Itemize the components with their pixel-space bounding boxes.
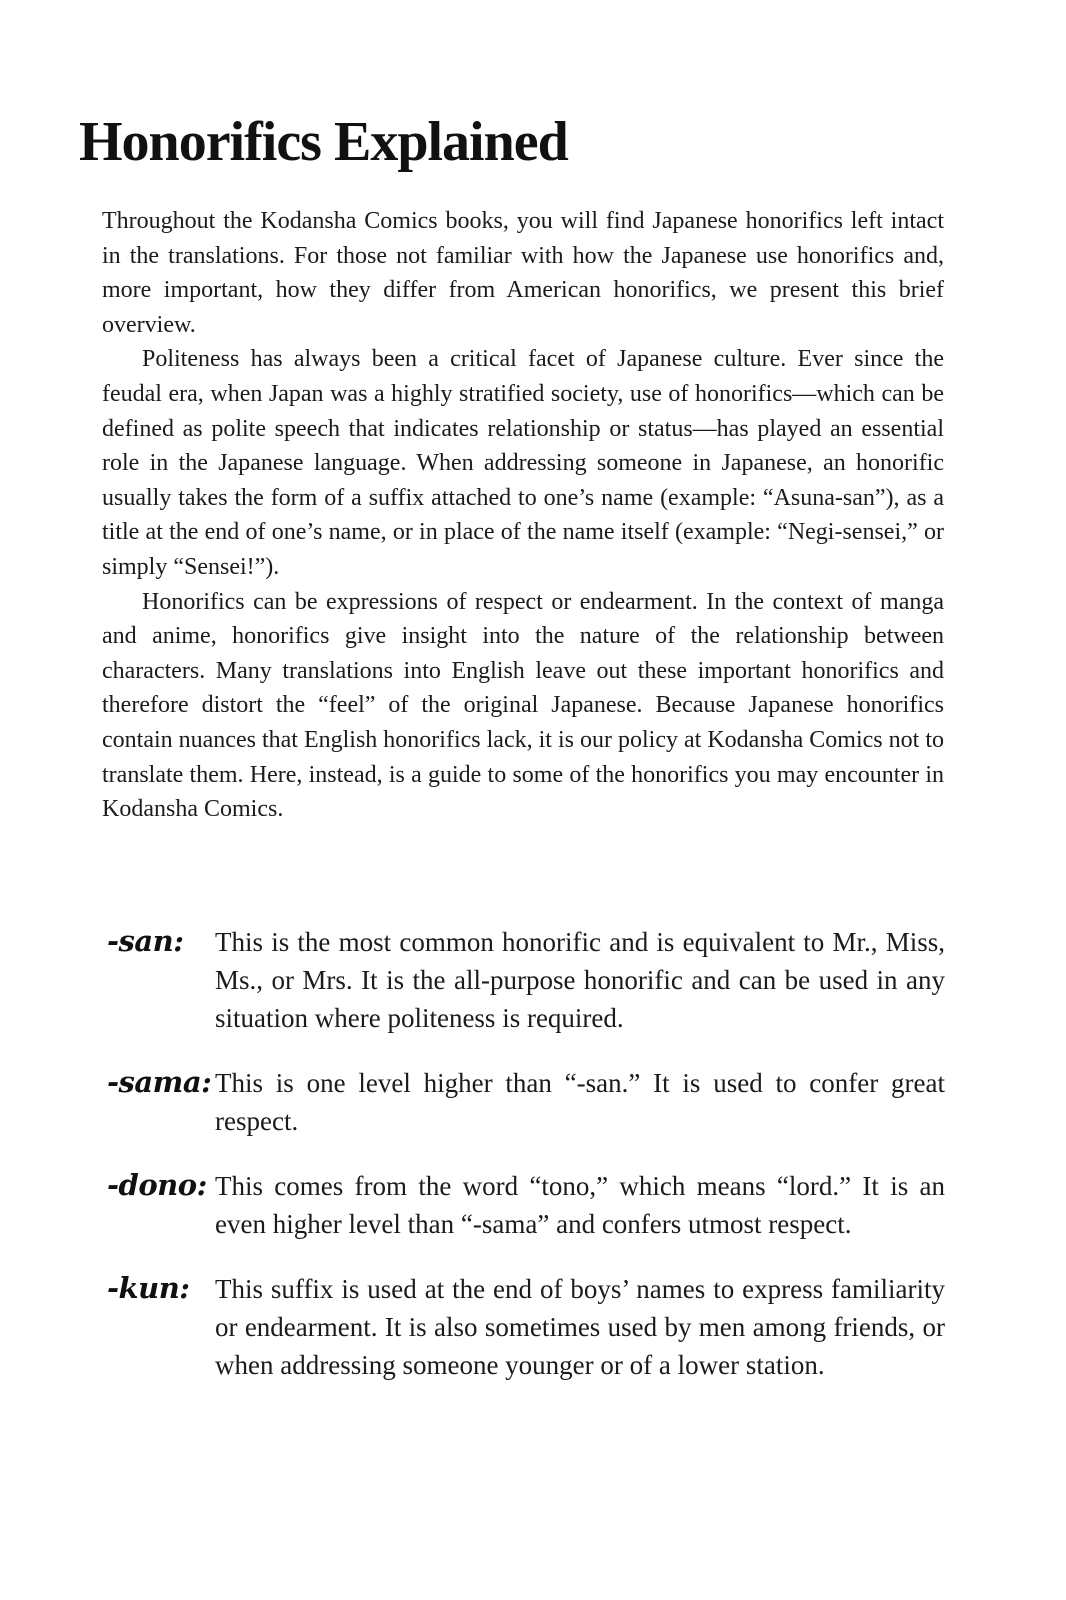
honorific-term-sama: -sama:: [107, 1065, 212, 1099]
honorific-entry-kun: [107, 1269, 945, 1384]
intro-paragraph-2: Politeness has always been a critical facet of Japanese culture. Ever since the feudal era, when Japan was a highly stratified society, use of honorifics—which can be defined as polite speech that indicates relationship or status—has played an essential role in the Japanese language. When addressing someone in Japanese, an honorific usually takes the form of a suffix attached to one’s name (example: “Asuna-san”), as a title at the end of one’s name, or in place of the name itself (example: “Negi-sensei,” or simply “Sensei!”).: [102, 346, 944, 580]
honorific-term-kun: -kun:: [107, 1271, 190, 1305]
intro-text-block: [102, 204, 944, 827]
honorific-description-sama: This is one level higher than “-san.” It is used to confer great respect.: [215, 1068, 945, 1136]
honorific-description-san: This is the most common honorific and is equivalent to Mr., Miss, Ms., or Mrs. It is the all-purpose honorific and can be used in any situation where politeness is required.: [215, 927, 945, 1033]
honorifics-list: [107, 922, 945, 1384]
intro-paragraph-3: Honorifics can be expressions of respect or endearment. In the context of manga and anime, honorifics give insight into the nature of the relationship between characters. Many translations into English leave out these important honorifics and therefore distort the “feel” of the original Japanese. Because Japanese honorifics contain nuances that English honorifics lack, it is our policy at Kodansha Comics not to translate them. Here, instead, is a guide to some of the honorifics you may encounter in Kodansha Comics.: [102, 588, 944, 823]
honorific-term-dono: -dono:: [107, 1168, 207, 1202]
honorific-description-kun: This suffix is used at the end of boys’ names to express familiarity or endearment. It is also sometimes used by men among friends, or when addressing someone younger or of a lower station.: [215, 1274, 945, 1380]
honorific-description-dono: This comes from the word “tono,” which means “lord.” It is an even higher level than “-sama” and confers utmost respect.: [215, 1171, 945, 1239]
honorific-entry-sama: [107, 1063, 945, 1140]
page-title: Honorifics Explained: [79, 111, 568, 173]
honorific-entry-san: [107, 922, 945, 1037]
honorific-entry-dono: [107, 1166, 945, 1243]
intro-paragraph-1: Throughout the Kodansha Comics books, you will find Japanese honorifics left intact in the translations. For those not familiar with how the Japanese use honorifics and, more important, how they differ from American honorifics, we present this brief overview.: [102, 208, 944, 338]
honorific-term-san: -san:: [107, 924, 184, 958]
